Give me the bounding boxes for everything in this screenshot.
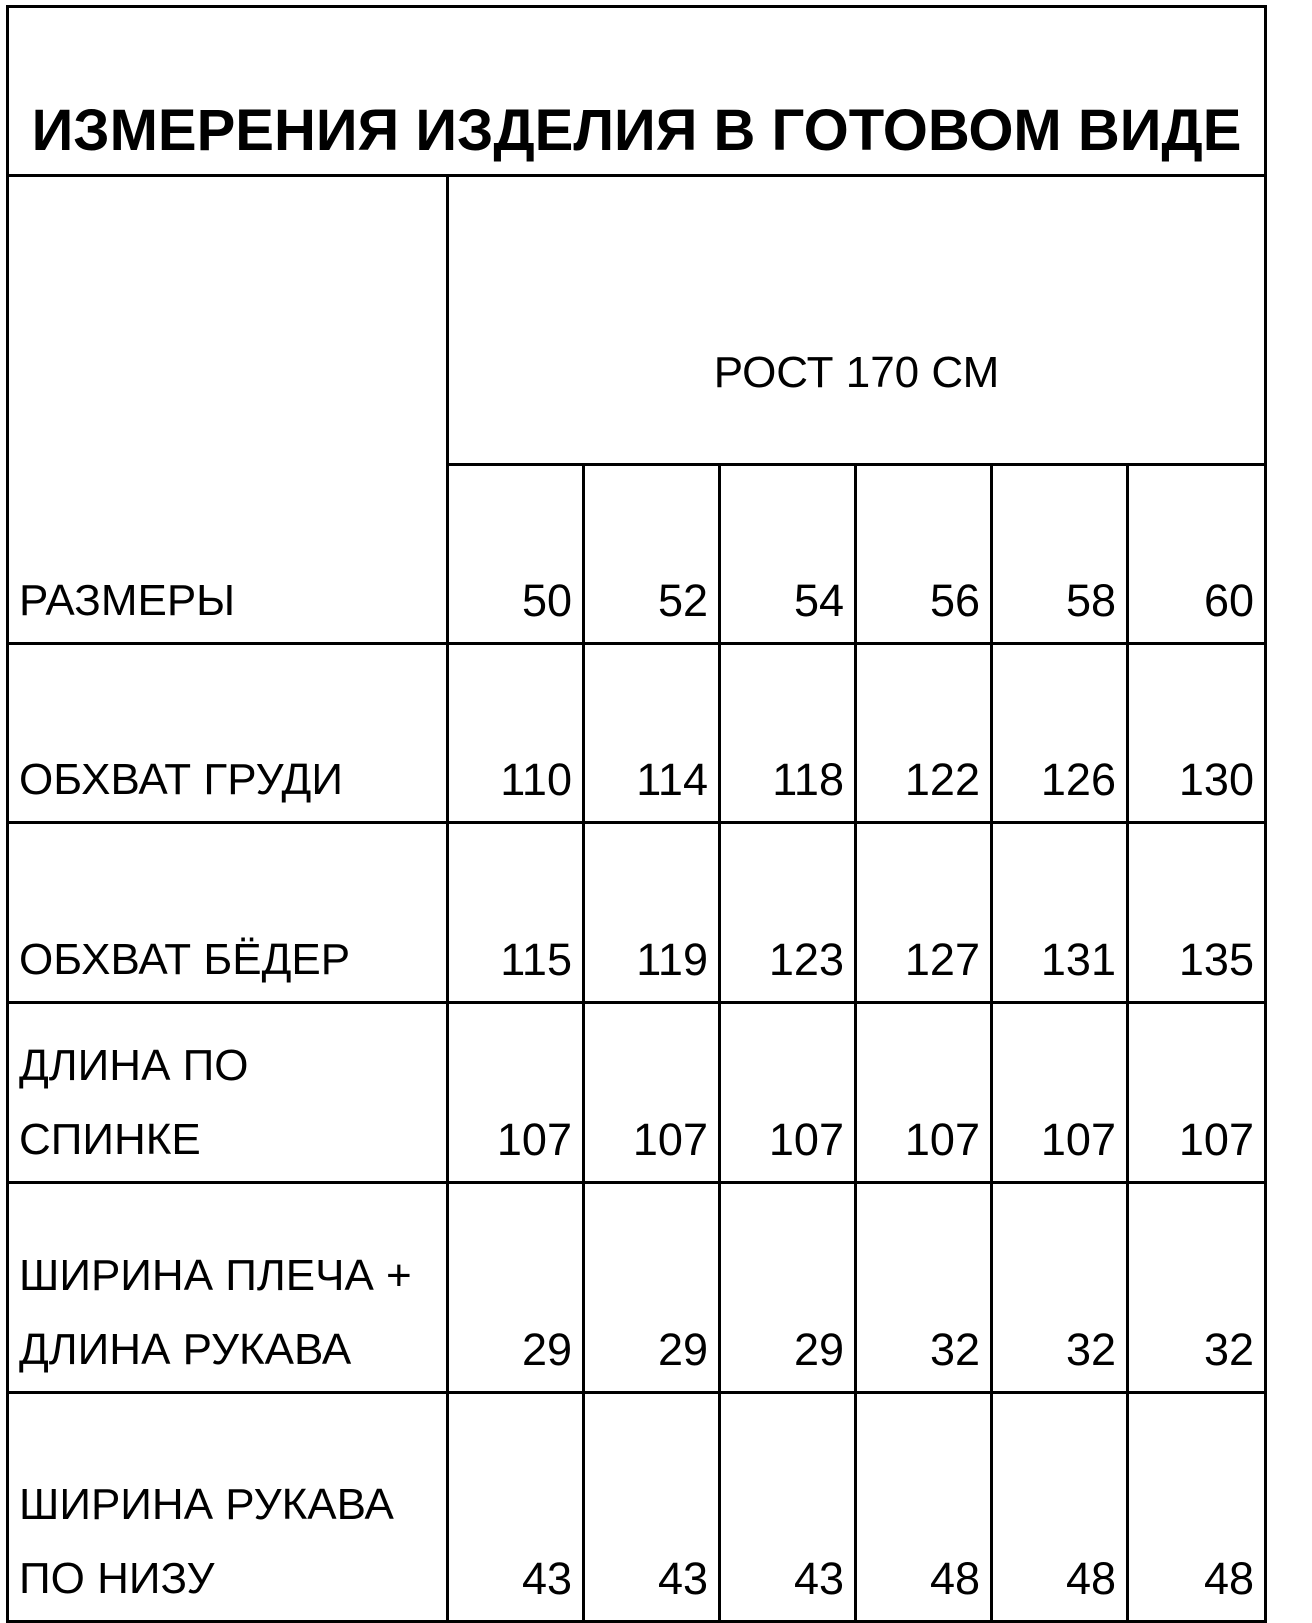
value-cell: 43 (720, 1393, 856, 1622)
size-cell: 50 (448, 465, 584, 644)
row-label: ОБХВАТ БЁДЕР (8, 823, 448, 1003)
value-cell: 43 (448, 1393, 584, 1622)
size-cell: 54 (720, 465, 856, 644)
value-cell: 107 (856, 1003, 992, 1183)
value-cell: 110 (448, 644, 584, 823)
size-cell: 58 (992, 465, 1128, 644)
value-cell: 29 (720, 1183, 856, 1393)
row-label: ШИРИНА ПЛЕЧА + ДЛИНА РУКАВА (8, 1183, 448, 1393)
size-chart-table (6, 5, 1267, 1623)
value-cell: 135 (1128, 823, 1266, 1003)
value-cell: 127 (856, 823, 992, 1003)
value-cell: 131 (992, 823, 1128, 1003)
row-label: ОБХВАТ ГРУДИ (8, 644, 448, 823)
value-cell: 126 (992, 644, 1128, 823)
value-cell: 29 (448, 1183, 584, 1393)
height-row (8, 176, 1266, 465)
table-row (8, 1183, 1266, 1393)
value-cell: 114 (584, 644, 720, 823)
value-cell: 118 (720, 644, 856, 823)
table-row (8, 1393, 1266, 1622)
height-label: РОСТ 170 СМ (448, 176, 1266, 465)
value-cell: 32 (992, 1183, 1128, 1393)
value-cell: 48 (1128, 1393, 1266, 1622)
value-cell: 107 (448, 1003, 584, 1183)
size-cell: 52 (584, 465, 720, 644)
sizes-label: РАЗМЕРЫ (8, 176, 448, 644)
value-cell: 130 (1128, 644, 1266, 823)
row-label: ДЛИНА ПО СПИНКЕ (8, 1003, 448, 1183)
value-cell: 107 (1128, 1003, 1266, 1183)
value-cell: 32 (1128, 1183, 1266, 1393)
value-cell: 122 (856, 644, 992, 823)
size-cell: 60 (1128, 465, 1266, 644)
title-row (8, 7, 1266, 176)
value-cell: 48 (992, 1393, 1128, 1622)
table-row (8, 823, 1266, 1003)
value-cell: 29 (584, 1183, 720, 1393)
value-cell: 115 (448, 823, 584, 1003)
table-title: ИЗМЕРЕНИЯ ИЗДЕЛИЯ В ГОТОВОМ ВИДЕ (8, 7, 1266, 176)
table-row (8, 644, 1266, 823)
value-cell: 107 (584, 1003, 720, 1183)
value-cell: 32 (856, 1183, 992, 1393)
value-cell: 119 (584, 823, 720, 1003)
size-cell: 56 (856, 465, 992, 644)
value-cell: 107 (720, 1003, 856, 1183)
table-row (8, 1003, 1266, 1183)
value-cell: 107 (992, 1003, 1128, 1183)
value-cell: 123 (720, 823, 856, 1003)
value-cell: 43 (584, 1393, 720, 1622)
row-label: ШИРИНА РУКАВА ПО НИЗУ (8, 1393, 448, 1622)
value-cell: 48 (856, 1393, 992, 1622)
